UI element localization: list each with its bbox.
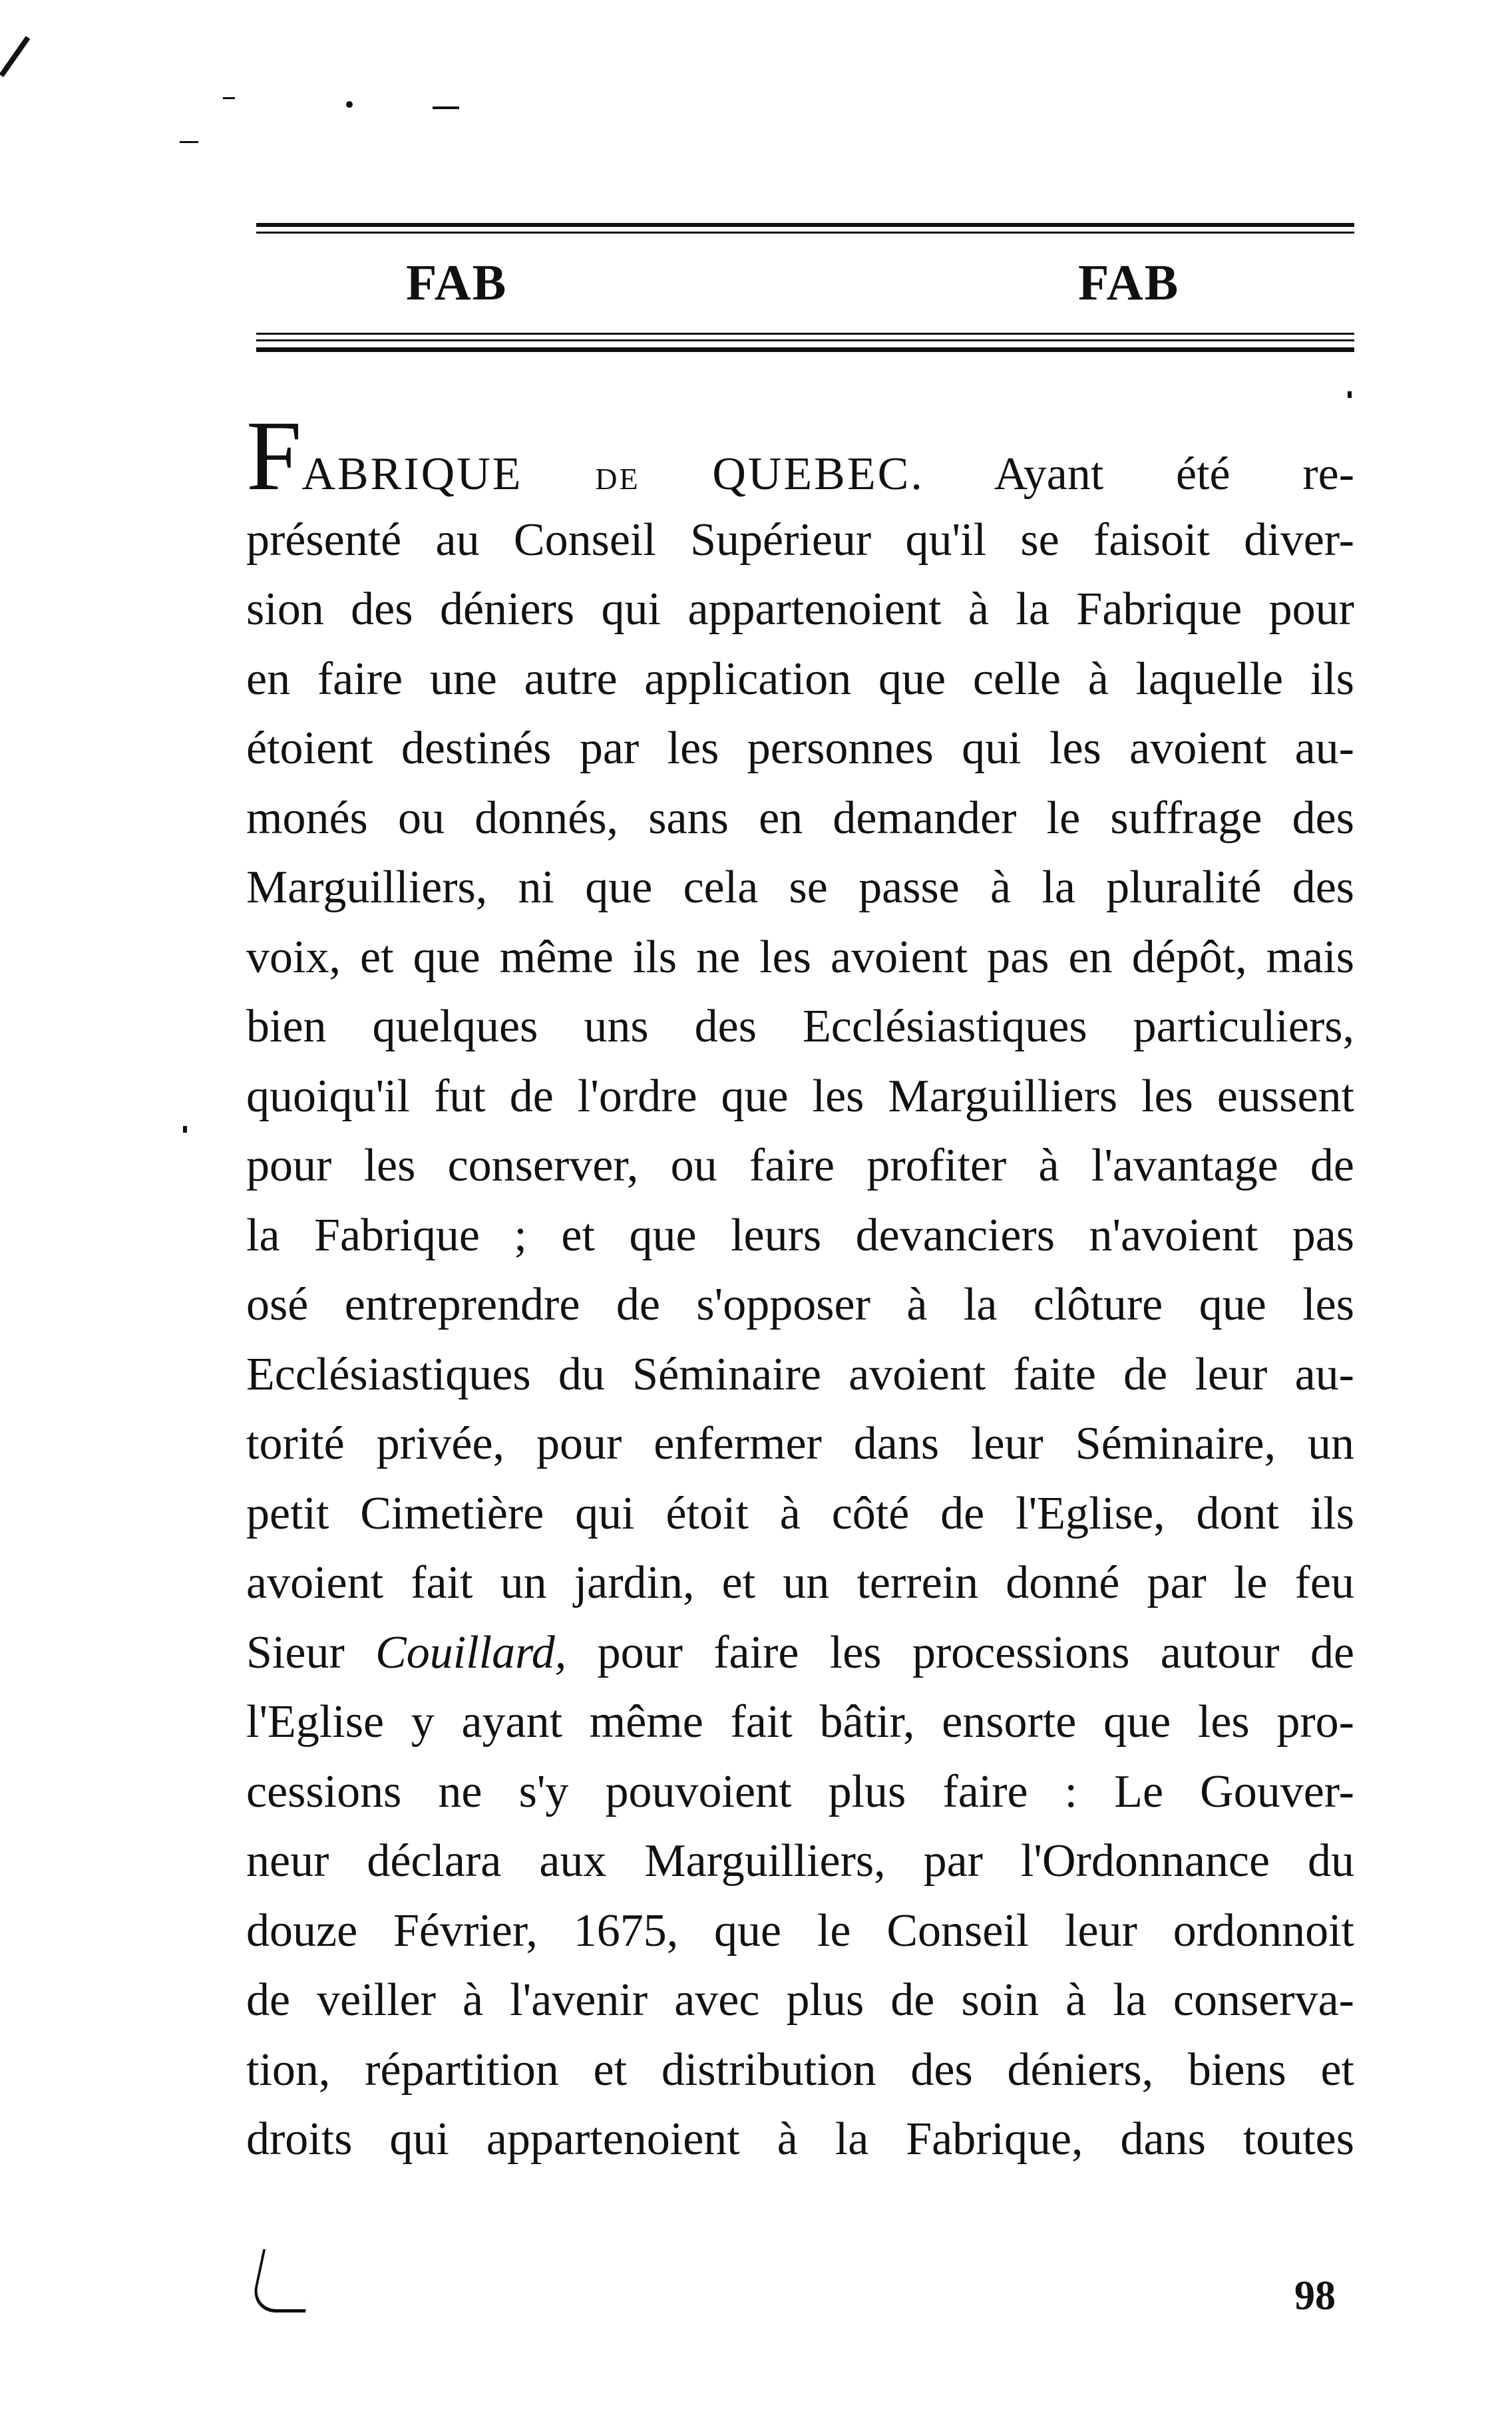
text-line: pour les conserver, ou faire profiter à l'avantage de (246, 1140, 1354, 1191)
stray-ink-tick (183, 1126, 187, 1133)
stray-ink-dash (223, 97, 235, 99)
drop-cap: F (246, 401, 302, 511)
text-line: en faire une autre application que celle à laquelle ils (246, 653, 1354, 705)
header-rule-bottom-thin (256, 339, 1354, 341)
stray-pen-mark (0, 36, 30, 77)
text-line: étoient destinés par les personnes qui les avoient au- (246, 723, 1354, 774)
stray-ink-dash (433, 106, 459, 109)
text-line: avoient fait un jardin, et un terrein donné par le feu (246, 1557, 1354, 1608)
running-head-left: FAB (406, 255, 508, 311)
header-rule-bottom (256, 347, 1354, 352)
text-line: monés ou donnés, sans en demander le suffrage des (246, 792, 1354, 844)
text-line (246, 401, 1355, 511)
text-line: présenté au Conseil Supérieur qu'il se faisoit diver- (246, 514, 1354, 566)
text-fragment: Ayant été re- (994, 449, 1355, 500)
text-line: douze Février, 1675, que le Conseil leur ordonnoit (246, 1905, 1354, 1956)
page-number: 98 (1294, 2273, 1336, 2318)
stray-ink-tick (1348, 391, 1352, 398)
text-line: Marguilliers, ni que cela se passe à la pluralité des (246, 862, 1354, 913)
text-line: droits qui appartenoient à la Fabrique, dans toutes (246, 2114, 1354, 2165)
text-line: petit Cimetière qui étoit à côté de l'Eglise, dont ils (246, 1487, 1354, 1539)
italic-name: Couillard, (375, 1626, 567, 1678)
header-rule-bottom-thin (256, 333, 1354, 335)
text-fragment: pour faire les processions autour de (597, 1626, 1355, 1678)
header-rule-top-thin (256, 232, 1354, 234)
text-line: quoiqu'il fut de l'ordre que les Marguilliers les eussent (246, 1070, 1354, 1122)
handwritten-mark (250, 2249, 319, 2313)
text-line: Ecclésiastiques du Séminaire avoient faite de leur au- (246, 1348, 1354, 1400)
text-line: osé entreprendre de s'opposer à la clôture que les (246, 1279, 1354, 1330)
stray-ink-dash (180, 141, 198, 143)
text-line: tion, répartition et distribution des déniers, biens et (246, 2044, 1354, 2096)
entry-title-particle: DE (595, 462, 640, 496)
text-line: bien quelques uns des Ecclésiastiques particuliers, (246, 1001, 1354, 1052)
text-line: de veiller à l'avenir avec plus de soin à la conserva- (246, 1974, 1354, 2026)
text-line: cessions ne s'y pouvoient plus faire : Le Gouver- (246, 1765, 1354, 1817)
text-line: sion des déniers qui appartenoient à la Fabrique pour (246, 584, 1354, 635)
entry-title: ABRIQUE (301, 449, 523, 500)
text-line: la Fabrique ; et que leurs devanciers n'avoient pas (246, 1209, 1354, 1261)
text-fragment: Sieur (246, 1626, 345, 1678)
text-line: voix, et que même ils ne les avoient pas en dépôt, mais (246, 931, 1354, 983)
text-line: l'Eglise y ayant même fait bâtir, ensorte que les pro- (246, 1696, 1354, 1748)
text-line (246, 1618, 1354, 1688)
entry-text (246, 401, 1355, 2175)
entry-title-city: QUEBEC. (712, 449, 924, 500)
running-head-right: FAB (1078, 255, 1180, 311)
text-line: torité privée, pour enfermer dans leur Séminaire, un (246, 1418, 1354, 1469)
header-rule-top (256, 223, 1354, 227)
text-line: neur déclara aux Marguilliers, par l'Ordonnance du (246, 1835, 1354, 1887)
stray-ink-dot (346, 101, 353, 108)
